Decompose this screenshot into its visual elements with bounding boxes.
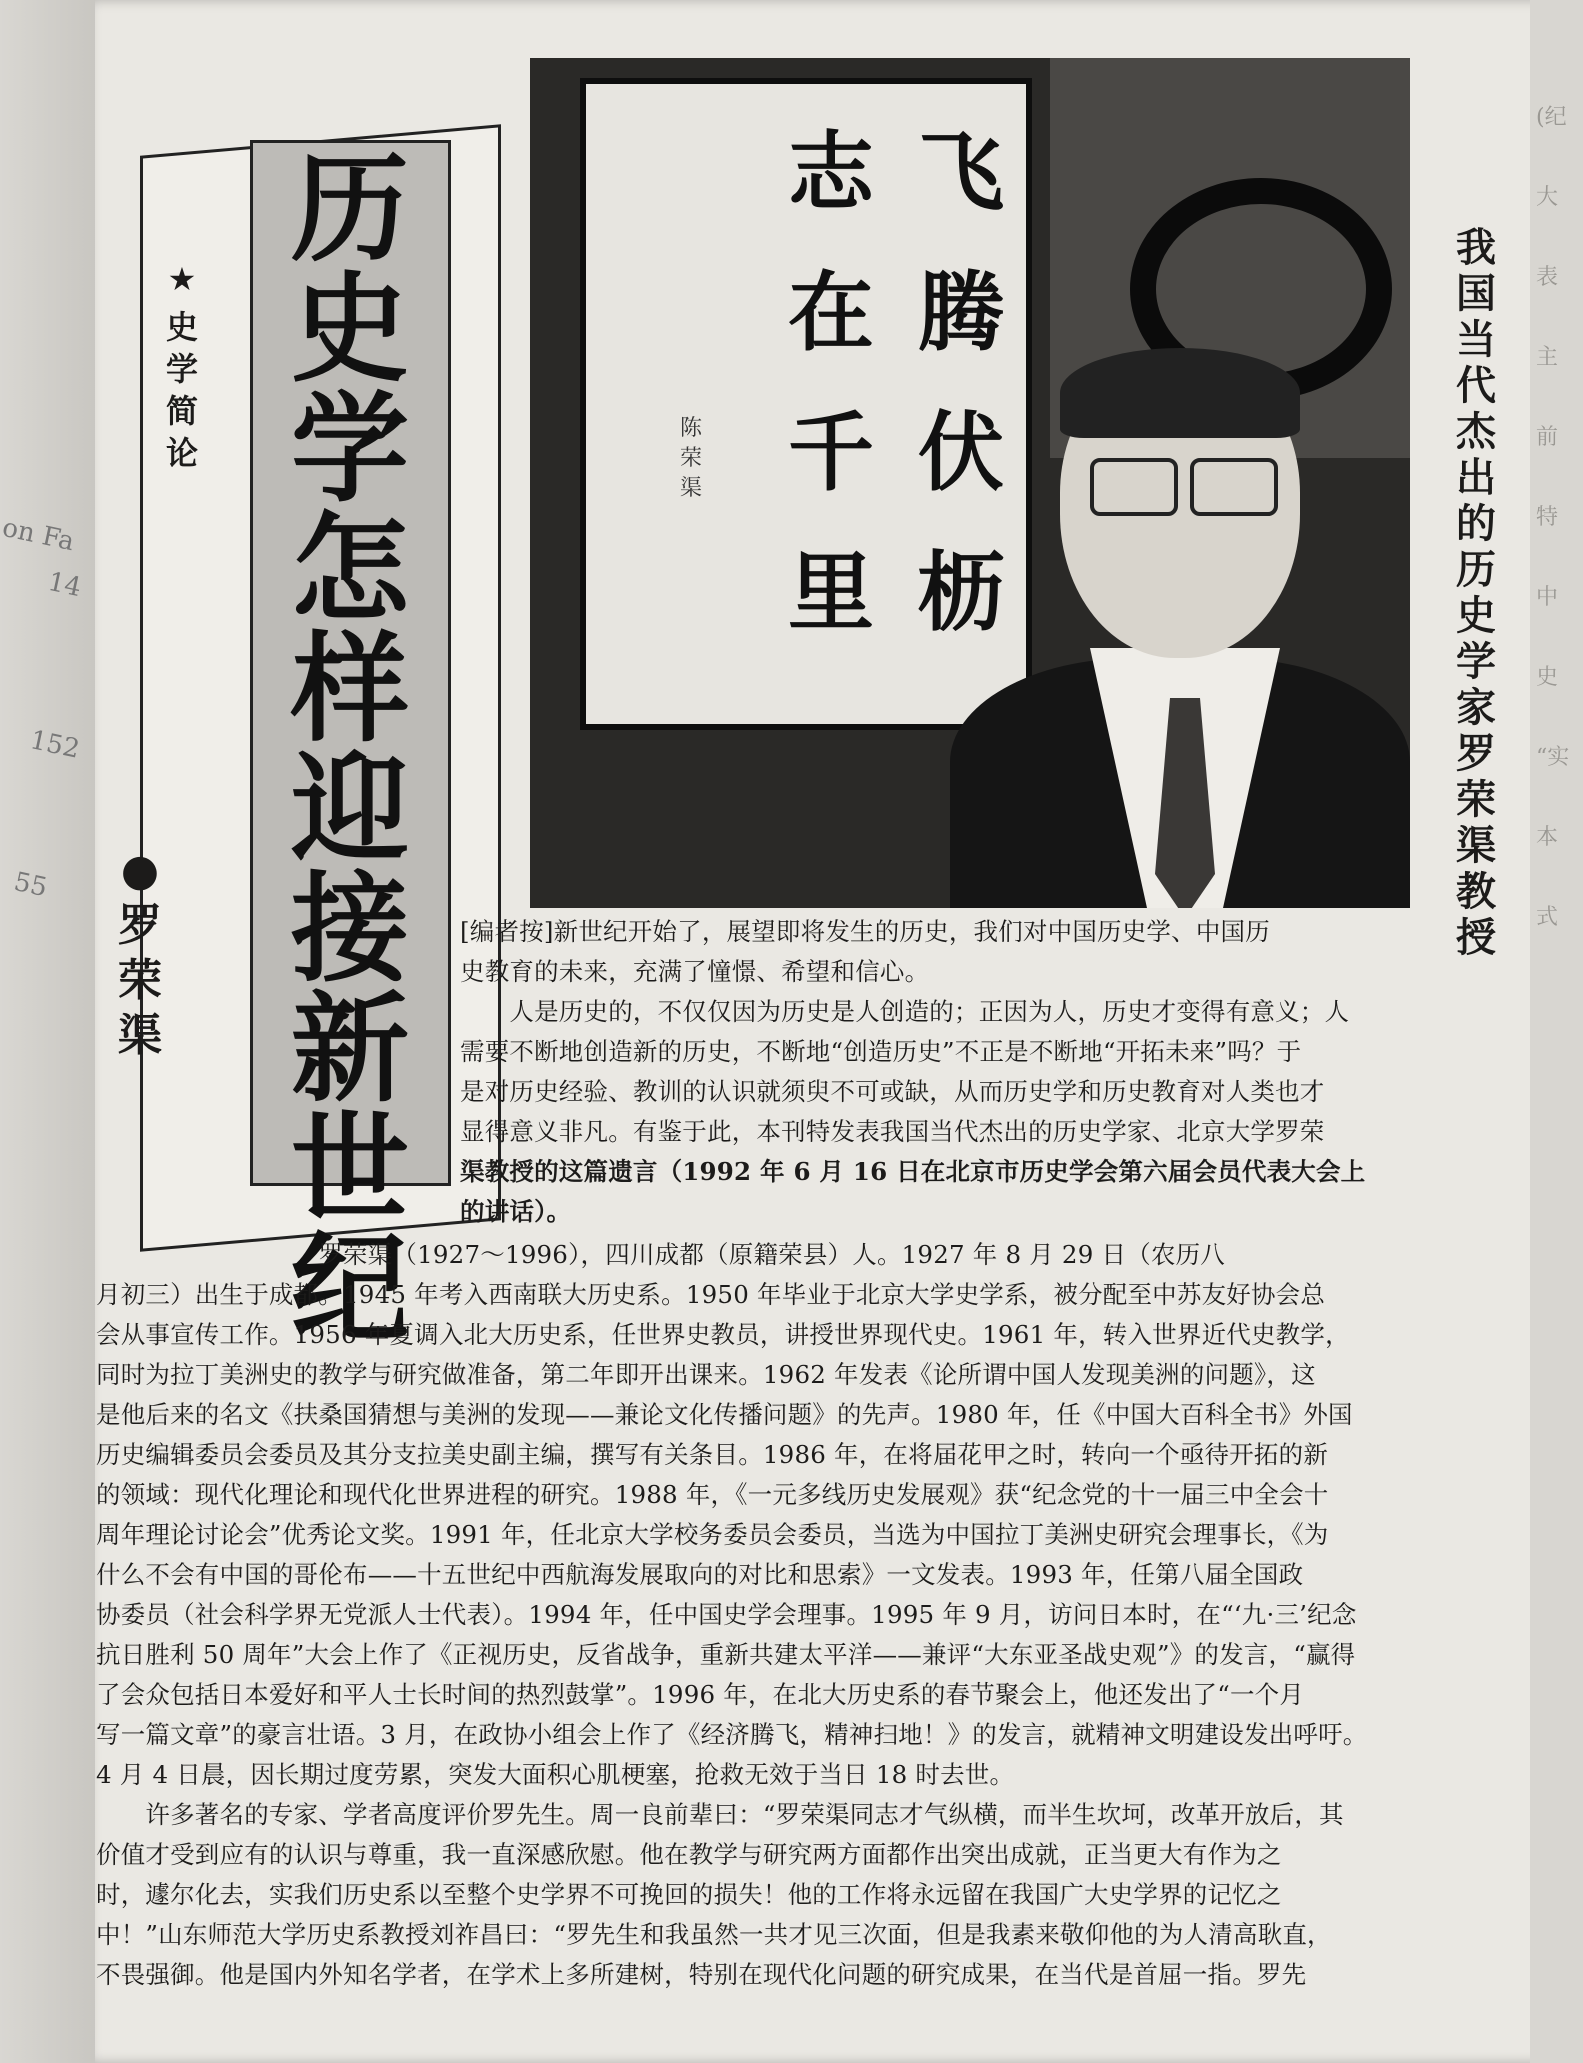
biography-line: 同时为拉丁美洲史的教学与研究做准备，第二年即开出课来。1962 年发表《论所谓中国人发现美洲的问题》，这	[96, 1360, 1316, 1389]
caption-character: 的	[1456, 501, 1496, 547]
calligraphy-character: 伏	[918, 402, 1004, 503]
portrait-photo	[530, 58, 1410, 908]
margin-fragment: 特	[1536, 505, 1559, 530]
editor-note-line: 人是历史的，不仅仅因为历史是人创造的；正因为人，历史才变得有意义；人	[460, 997, 1350, 1026]
biography-line: 4 月 4 日晨，因长期过度劳累，突发大面积心肌梗塞，抢救无效于当日 18 时去世。	[96, 1760, 1015, 1789]
caption-character: 罗	[1456, 731, 1496, 777]
title-character: 接	[290, 860, 409, 998]
margin-fragment: 55	[11, 866, 50, 904]
caption-character: 渠	[1456, 823, 1496, 869]
biography-line: 时，遽尔化去，实我们历史系以至整个史学界不可挽回的损失！他的工作将永远留在我国广大史学界的记忆之	[96, 1880, 1282, 1909]
column-label-character: 简	[165, 392, 198, 430]
biography-line: 历史编辑委员会委员及其分支拉美史副主编，撰写有关条目。1986 年，在将届花甲之时，转向一个亟待开拓的新	[96, 1440, 1329, 1469]
author-character: ●	[120, 845, 160, 896]
biography-line: 什么不会有中国的哥伦布——十五世纪中西航海发展取向的对比和思索》一文发表。1993 年，任第八届全国政	[96, 1560, 1304, 1589]
caption-character: 史	[1456, 593, 1496, 639]
margin-fragment: (纪	[1536, 105, 1567, 130]
glasses	[1190, 458, 1278, 516]
editor-note-line: 需要不断地创造新的历史，不断地“创造历史”不正是不断地“开拓未来”吗？于	[460, 1037, 1302, 1066]
title-character: 史	[290, 260, 409, 398]
title-character: 迎	[290, 740, 409, 878]
margin-fragment: “实	[1536, 745, 1570, 770]
title-character: 世	[290, 1100, 409, 1238]
title-character: 学	[290, 380, 409, 518]
margin-fragment: 式	[1536, 905, 1559, 930]
editor-note-line: 显得意义非凡。有鉴于此，本刊特发表我国当代杰出的历史学家、北京大学罗荣	[460, 1117, 1325, 1146]
next-page-edge	[1530, 0, 1583, 2063]
previous-page-edge	[0, 0, 110, 2063]
calligraphy-signature: 陈荣渠	[679, 416, 702, 501]
biography-line: 价值才受到应有的认识与尊重，我一直深感欣慰。他在教学与研究两方面都作出突出成就，正当更大有作为之	[96, 1840, 1282, 1869]
caption-character: 教	[1456, 869, 1496, 915]
margin-fragment: 152	[27, 725, 83, 765]
caption-character: 历	[1456, 547, 1496, 593]
author-character: 荣	[118, 955, 162, 1006]
calligraphy-scroll	[580, 78, 1032, 730]
calligraphy-character: 飞	[918, 122, 1004, 223]
title-character: 新	[290, 980, 409, 1118]
biography-line: 月初三）出生于成都。1945 年考入西南联大历史系。1950 年毕业于北京大学史学系，被分配至中苏友好协会总	[96, 1280, 1326, 1309]
biography-line: 了会众包括日本爱好和平人士长时间的热烈鼓掌”。1996 年，在北大历史系的春节聚会上，他还发出了“一个月	[96, 1680, 1305, 1709]
margin-fragment: 中	[1536, 585, 1559, 610]
calligraphy-character: 志	[788, 122, 874, 223]
margin-fragment: on Fa	[0, 512, 77, 558]
margin-fragment: 14	[45, 566, 84, 604]
author-character: 渠	[118, 1010, 162, 1061]
glasses	[1090, 458, 1178, 516]
editor-note-line: 是对历史经验、教训的认识就须臾不可或缺，从而历史学和历史教育对人类也才	[460, 1077, 1325, 1106]
margin-fragment: 表	[1536, 265, 1559, 290]
biography-line: 罗荣渠（1927～1996），四川成都（原籍荣县）人。1927 年 8 月 29 日（农历八	[96, 1240, 1225, 1269]
biography-line: 中！”山东师范大学历史系教授刘祚昌曰：“罗先生和我虽然一共才见三次面，但是我素来敬仰他的为人清高耿直，	[96, 1920, 1332, 1949]
biography-line: 周年理论讨论会”优秀论文奖。1991 年，任北京大学校务委员会委员，当选为中国拉丁美洲史研究会理事长，《为	[96, 1520, 1329, 1549]
portrait-hair	[1060, 348, 1300, 438]
calligraphy-character: 腾	[918, 262, 1004, 363]
editor-note-line: 史教育的未来，充满了憧憬、希望和信心。	[460, 957, 930, 986]
caption-character: 国	[1456, 271, 1496, 317]
margin-fragment: 史	[1536, 665, 1559, 690]
caption-character: 学	[1456, 639, 1496, 685]
caption-character: 代	[1456, 363, 1496, 409]
biography-line: 的领域：现代化理论和现代化世界进程的研究。1988 年，《一元多线历史发展观》获“纪念党的十一届三中全会十	[96, 1480, 1329, 1509]
column-label-character: ★	[167, 260, 197, 298]
editor-note-line: [编者按]新世纪开始了，展望即将发生的历史，我们对中国历史学、中国历	[460, 917, 1270, 946]
editor-note-line: 的讲话）。	[460, 1197, 572, 1226]
biography-text	[96, 1235, 1530, 1995]
biography-line: 会从事宣传工作。1956 年夏调入北大历史系，任世界史教员，讲授世界现代史。1961 年，转入世界近代史教学，	[96, 1320, 1350, 1349]
author-character: 罗	[118, 900, 162, 951]
caption-character: 我	[1456, 225, 1496, 271]
biography-line: 不畏强御。他是国内外知名学者，在学术上多所建树，特别在现代化问题的研究成果，在当代是首屈一指。罗先	[96, 1960, 1307, 1989]
margin-fragment: 大	[1536, 185, 1559, 210]
title-character: 样	[290, 620, 409, 758]
title-character: 历	[290, 140, 409, 278]
column-label-character: 论	[165, 434, 198, 472]
editor-note	[460, 912, 1410, 1232]
margin-fragment: 本	[1536, 825, 1559, 850]
column-label-character: 学	[165, 350, 198, 388]
caption-character: 杰	[1456, 409, 1496, 455]
caption-character: 授	[1456, 915, 1496, 961]
margin-fragment: 前	[1536, 425, 1559, 450]
caption-character: 出	[1456, 455, 1496, 501]
biography-line: 抗日胜利 50 周年”大会上作了《正视历史，反省战争，重新共建太平洋——兼评“大东亚圣战史观”》的发言，“赢得	[96, 1640, 1356, 1669]
biography-line: 写一篇文章”的豪言壮语。3 月，在政协小组会上作了《经济腾飞，精神扫地！》的发言，就精神文明建设发出呼吁。	[96, 1720, 1368, 1749]
title-character: 纪	[290, 1220, 409, 1358]
column-label-character: 史	[165, 308, 198, 346]
caption-character: 荣	[1456, 777, 1496, 823]
caption-character: 当	[1456, 317, 1496, 363]
calligraphy-character: 里	[788, 542, 874, 643]
calligraphy-character: 千	[788, 402, 874, 503]
biography-line: 协委员（社会科学界无党派人士代表）。1994 年，任中国史学会理事。1995 年 9 月，访问日本时，在“‘九·三’纪念	[96, 1600, 1357, 1629]
margin-fragment: 主	[1536, 345, 1559, 370]
photo-caption	[1452, 225, 1500, 961]
caption-character: 家	[1456, 685, 1496, 731]
calligraphy-character: 在	[788, 262, 874, 363]
title-character: 怎	[290, 500, 409, 638]
calligraphy-character: 枥	[918, 542, 1004, 643]
biography-line: 许多著名的专家、学者高度评价罗先生。周一良前辈曰：“罗荣渠同志才气纵横，而半生坎坷，改革开放后，其	[96, 1800, 1344, 1829]
biography-line: 是他后来的名文《扶桑国猜想与美洲的发现——兼论文化传播问题》的先声。1980 年，任《中国大百科全书》外国	[96, 1400, 1353, 1429]
editor-note-line: 渠教授的这篇遗言（1992 年 6 月 16 日在北京市历史学会第六届会员代表大会上	[460, 1157, 1366, 1186]
